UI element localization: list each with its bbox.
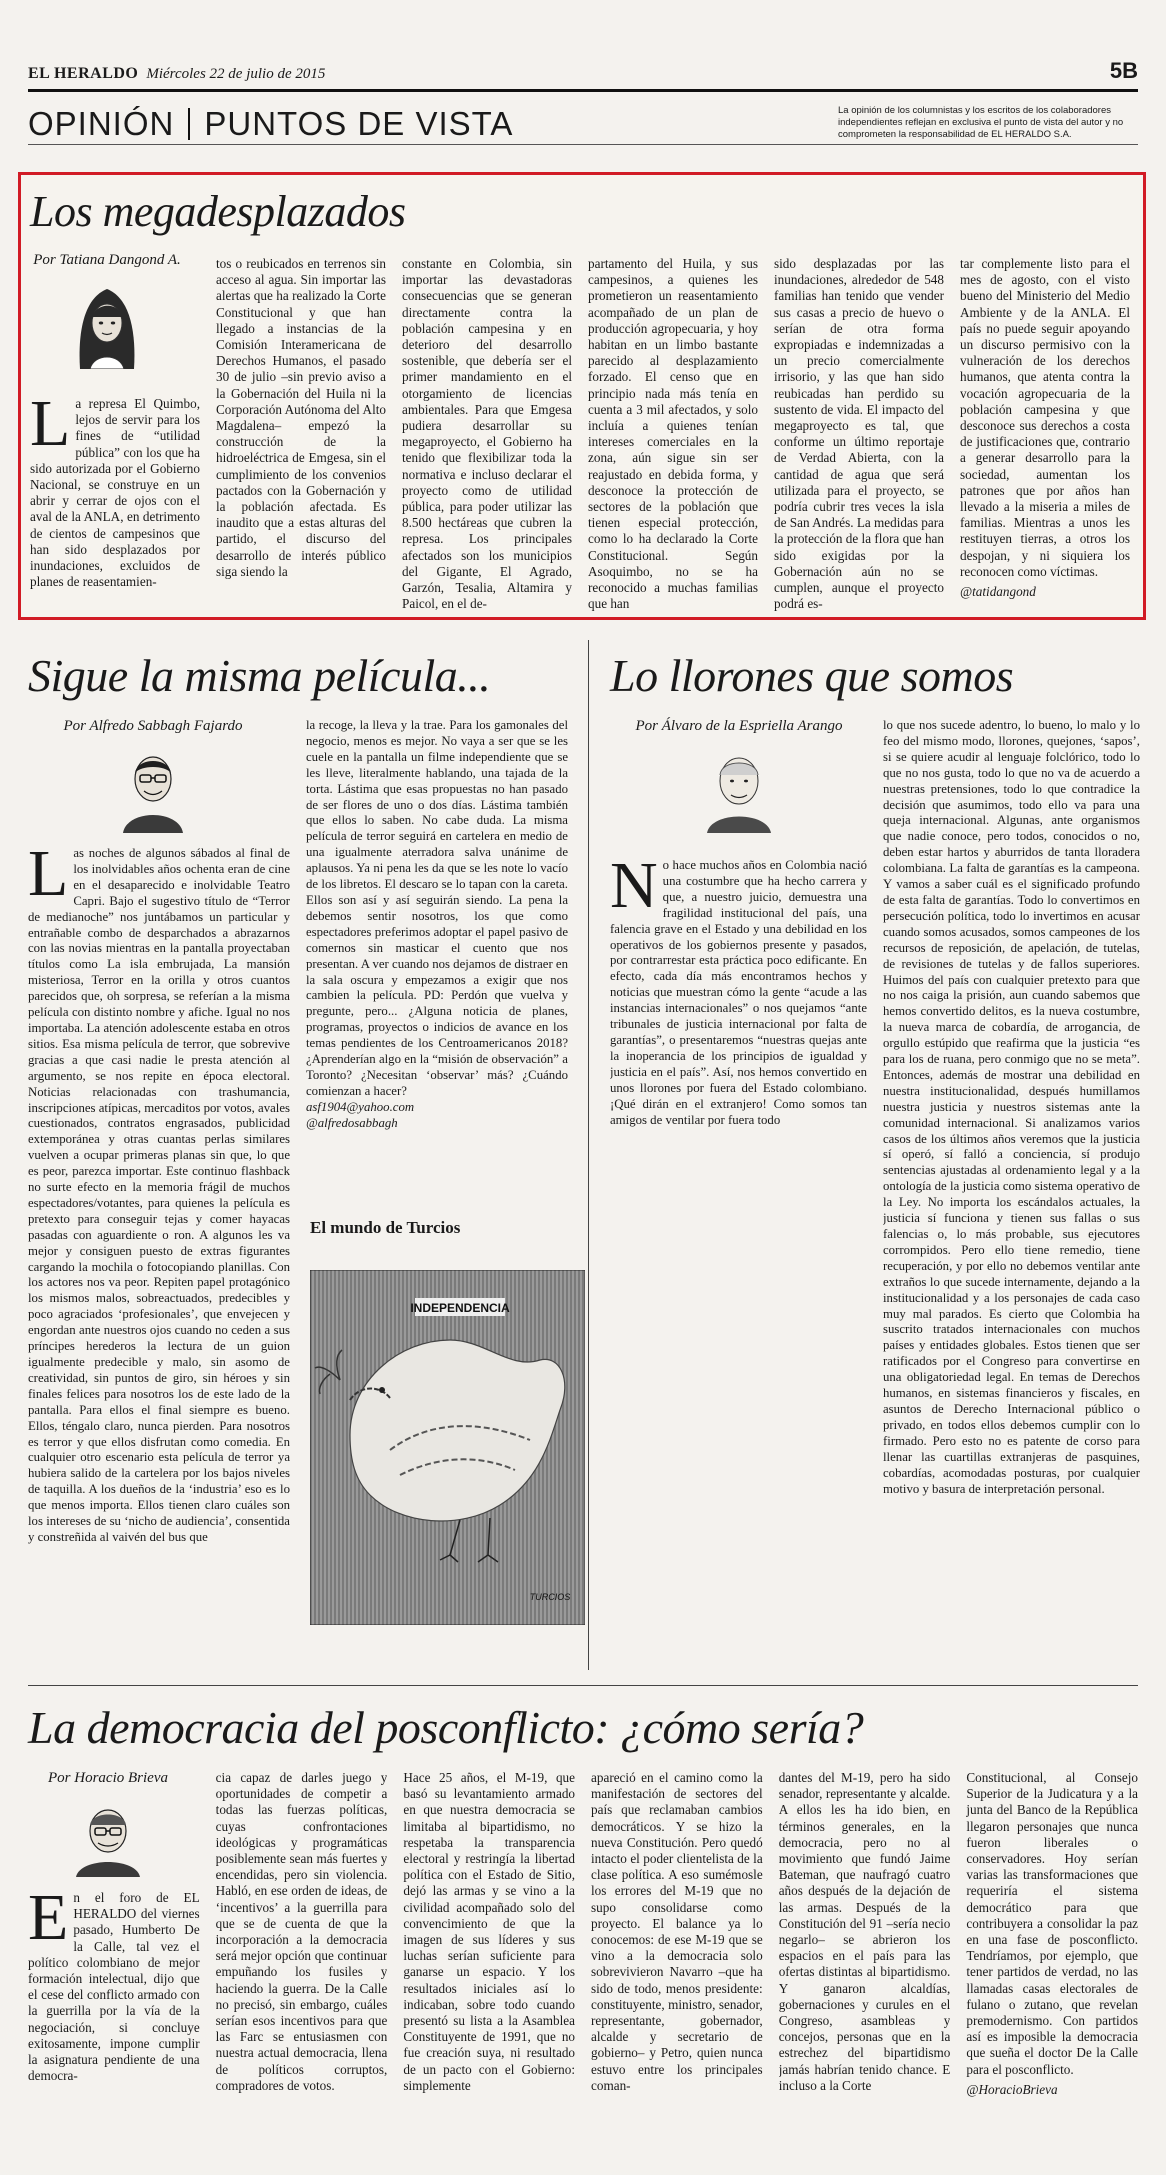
column-text: partamento del Huila, y sus campesinos, a quienes les prometieron un reasentamiento acompañado de un plan de producción agropecuaria, y hoy habitan en un limbo bastante parecido al desplazamiento forzado. El censo que en principio nada más tenía en cuenta a 3 mil afectados, y solo incluía a quienes tenían intereses comerciales en la zona, aún sigue sin ser reajustado en debida forma, y desconoce la protección de sectores de la población que tienen especial protección, como lo ha declarado la Corte Constitucional. Según Asoquimbo, no se ha reconocido a muchas familias que han — [588, 256, 758, 612]
column-1 — [28, 1770, 200, 2165]
column-2 — [306, 718, 568, 1228]
column-text: as noches de algunos sábados al final de los inolvidables años ochenta eran de cine en el desaparecido e inolvidable Teatro Capri. Bajo el sugestivo título de “Terror de medianoche” nos juntábamos un particular y entrañable combo de desparchados a abrazarnos con las novias mientras en la pantalla proyectaban títulos como La isla embrujada, La mansión misteriosa, Terror en la orilla y otros cuantos parecidos que, oh sorpresa, se referían a la misma película con distinto nombre y afiche. Igual no nos importaba. La atención adolescente estaba en otros sitios. Esa misma película de terror, que sobrevive gracias a que casi nadie le presta atención al argumento, se nos repite en época electoral. Noticias relacionadas con trashumancia, inscripciones atípicas, mercaditos por votos, avales cuestionados, contratos engrasados, publicidad extemporánea y otras cuantas perlas similares vuelven a ocupar primeras planas sin que, lo que es peor, parezca importar. Este continuo flashback no surte efecto en la memoria frágil de muchos espectadores/votantes, para quienes la película es pretexto para conseguir tejas y comer hayacas pasadas con aguardiente o ron. A algunos les va mejor y consiguen puesto de extras figurantes cargando la mochila o fotocopiando planillas. Con los actores nos va peor. Repiten papel protagónico los mismos malos, sobreactuados, predecibles y poco agraciados ‘profesionales’, que envejecen y engordan ante nuestros ojos cuando no ceden a sus príncipes herederos la lectura de un guion igualmente predecible y malo, sin asomo de creatividad, sin puntos de giro, sin héroes y sin finales felices para nosotros los de este lado de la pantalla. Para ellos el final siempre es bueno. Ellos, téngalo claro, nunca pierden. Para nosotros es terror y que ellos disfrutan como comedia. En cualquier otro escenario esta película de terror ya hubiera salido de la cartelera por los bajos niveles de taquilla. A los dueños de la ‘industria’ eso es lo que menos importa. Ellos tienen claro cuáles son los intereses de su ‘nicho de audiencia’, consentida y constreñida al vaivén del bus que — [28, 846, 290, 1544]
columns-democracia — [28, 1770, 1138, 2165]
column-3 — [402, 256, 572, 616]
column-divider — [588, 640, 589, 1670]
columns-llorones — [610, 718, 1140, 1668]
column-text: apareció en el camino como la manifestación de sectores del país que reclamaban cambios democráticos. Y se hizo la nueva Constitución. Pero quedó intacto el poder clientelista de la clase política. A eso sumémosle los errores del M-19 que no supo consolidarse como proyecto. El balance ya lo conocemos: de ese M-19 que se vino a la democracia solo sobrevivieron Navarro –que ha sido de todo, menos presidente: constituyente, ministro, senador, representante, gobernador, alcalde y secretario de gobierno– y Petro, quien nunca estuvo entre los principales coman- — [591, 1770, 763, 2093]
section-subtitle: PUNTOS DE VISTA — [204, 104, 514, 142]
author-signature: @tatidangond — [960, 584, 1036, 600]
headline-democracia: La democracia del posconflicto: ¿cómo sería? — [28, 1702, 864, 1753]
column-6 — [966, 1770, 1138, 2165]
column-5 — [774, 256, 944, 616]
masthead — [28, 58, 1138, 92]
cartoon-signature: TURCIOS — [529, 1592, 571, 1602]
dropcap: L — [28, 837, 69, 910]
column-text: tar complemente listo para el mes de agosto, con el visto bueno del Ministerio del Medio Ambiente y de la ANLA. El país no puede seguir apoyando un discurso permisivo con la vulneración de los derechos humanos, que atenta contra la vocación agropecuaria de la población campesina y que desconoce sus derechos a costa de justificaciones que, contrario a generar desarrollo para la sociedad, aumentan los patrones que por años han llevado a la miseria a miles de familias. Mientras a unos les restituyen tierras, a otros los despojan, y ni siquiera los reconocen como víctimas. — [960, 256, 1130, 579]
column-text: dantes del M-19, pero ha sido senador, representante y alcalde. A ellos les ha ido bien, en términos generales, en la democracia, pero no al movimiento que fundó Jaime Bateman, que naufragó cuatro años después de la dejación de las armas. Después de la Constitución del 91 –sería necio negarlo– se abrieron los espacios en el país para las ofertas distintas al bipartidismo. Y ganaron alcaldías, gobernaciones y curules en el Congreso, asambleas y concejos, personas que en la estrechez del bipartidismo jamás habrían tenido chance. E incluso a la Corte — [778, 1770, 951, 2093]
headline-llorones: Lo llorones que somos — [610, 650, 1014, 701]
column-6 — [960, 256, 1130, 616]
section-divider — [28, 1685, 1138, 1686]
author-signature: @alfredosabbagh — [306, 1115, 398, 1130]
column-text: cia capaz de darles juego y oportunidades de competir a todas las fuerzas políticas, cuyas confrontaciones ideológicas y programáticas posiblemente sean más fuertes y encendidas, pero sin violencia. Habló, en ese orden de ideas, de ‘incentivos’ a la guerrilla para que se de cuenta de que la incorporación a la democracia será mejor opción que continuar empuñando los fusiles y haciendo la guerra. De la Calle no precisó, sin embargo, cuáles serían esos incentivos para que las Farc se entusiasmen con nuestra actual democracia, llena de políticos corruptos, compradores de votos. — [215, 1770, 388, 2093]
author-signature: @HoracioBrieva — [966, 2081, 1058, 2097]
column-2 — [216, 1770, 388, 2165]
article-pelicula — [28, 650, 568, 702]
column-text: a represa El Quimbo, lejos de servir para los fines de “utilidad pública” con los que ha sido autorizada por el Gobierno Nacional, se construye en un abrir y cerrar de ojos con el aval de la ANLA, en detrimento de cientos de campesinos que han sido desplazados por inundaciones, excluidos de planes de reasentamien- — [30, 396, 200, 590]
newspaper-brand: EL HERALDO — [28, 65, 139, 82]
masthead-left — [28, 65, 325, 83]
dropcap: E — [28, 1881, 69, 1954]
column-text: tos o reubicados en terrenos sin acceso al agua. Sin importar las alertas que ha realizado la Corte Constitucional y que han llegado a instancias de la Comisión Interamericana de Derechos Humanos, el pasado 30 de julio –sin previo aviso a la Gobernación del Huila ni la Corporación Autónoma del Alto Magdalena– empezó la construcción de la hidroeléctrica de Emgesa, sin el cumplimiento de los convenios pactados con la Gobernación y la población afectada. Es inaudito que a estas alturas del partido, el discurso del desarrollo de interés público siga siendo la — [216, 256, 386, 579]
article-llorones — [610, 650, 1140, 702]
section-header — [28, 103, 1138, 145]
column-text: o hace muchos años en Colombia nació una costumbre que ha hecho carrera y que, a nuestro juicio, demuestra una fragilidad institucional del país, una falencia grave en el Estado y una debilidad en los operativos de los gobiernos presente y pasados, por contrarrestar esta práctica poco edificante. En efecto, cada día más encontramos hechos y noticias que muestran cómo la gente “acude a las instancias internacionales” o nos quejamos “ante tribunales de justicia internacional por falta de garantías”, o presentaremos “nuestras quejas ante la inoperancia de los principios de igualdad y justicia en el país”. Así, nos hemos convertido en unos llorones por fuera del Estado colombiano. ¡Qué dirán en el extranjero! Como somos tan amigos de ventilar por fuera todo — [610, 858, 867, 1127]
column-1 — [30, 256, 200, 616]
headline-pelicula: Sigue la misma película... — [28, 650, 491, 701]
byline-llorones: Por Álvaro de la Espriella Arango — [635, 718, 843, 734]
cartoon-title: El mundo de Turcios — [310, 1218, 461, 1237]
column-text: Hace 25 años, el M-19, que basó su levantamiento armado en que nuestra democracia se limitaba al bipartidismo, no respetaba la transparencia electoral y restringía la libertad política con el Estado de Sitio, dejó las armas y se vino a la civilidad acompañado solo del convencimiento de que la imagen de sus líderes y sus luchas serían suficiente para ganarse un espacio. Y los resultados iniciales así lo indicaban, sobre todo cuando presentó su lista a la Asamblea Constituyente de 1991, que no fue creación suya, ni resultado de un pacto con el Gobierno: simplemente — [403, 1770, 576, 2093]
column-2 — [883, 718, 1140, 1668]
column-text: sido desplazadas por las inundaciones, alrededor de 548 familias han tenido que vender sus casas a precio de huevo o serían de otra forma expropiadas e indemnizadas a un precio comercialmente irrisorio, y las que han sido reubicadas han perdido su sustento de vida. El impacto del megaproyecto es tal, que conforme un último reportaje de Verdad Abierta, con la cantidad de agua que será utilizada para el proyecto, se podría cubrir tres veces la isla de San Andrés. La medidas para la protección de la flora que han sido exigidas por la Gobernación aún no se cumplen, aunque el proyecto podrá es- — [774, 256, 944, 612]
editorial-disclaimer: La opinión de los columnistas y los escritos de los colaboradores independientes reflejan en exclusiva el punto de vista del autor y no comprometen la responsabilidad de EL HERALDO S.A. — [838, 105, 1124, 140]
column-text: constante en Colombia, sin importar las devastadoras consecuencias que se generan directamente contra la población campesina y en deterioro del desarrollo sostenible, que debería ser el primer mandamiento en el otorgamiento de licencias ambientales. Para que Emgesa pudiera desarrollar su megaproyecto, el Gobierno ha tenido que flexibilizar toda la normativa e incluso declarar el proyecto como de utilidad pública, para poder utilizar las 8.500 hectáreas que cubren la represa. Los principales afectados son los municipios del Gigante, El Agrado, Garzón, Tesalia, Altamira y Paicol, en el de- — [402, 256, 572, 612]
column-text: n el foro de EL HERALDO del viernes pasado, Humberto De la Calle, tal vez el político colombiano de mejor formación intelectual, dijo que el cese del conflicto armado con la guerrilla por la vía de la negociación, si concluye exitosamente, impone cumplir la asignatura pendiente de una democra- — [28, 1890, 200, 2084]
columns-megadesplazados — [30, 256, 1130, 616]
dropcap: L — [30, 387, 71, 460]
publication-date: Miércoles 22 de julio de 2015 — [146, 66, 326, 82]
author-email: asf1904@yahoo.com — [306, 1099, 415, 1114]
column-4 — [588, 256, 758, 616]
dropcap: N — [610, 849, 658, 922]
column-text: Constitucional, al Consejo Superior de la Judicatura y a la junta del Banco de la República llegaron personajes que nunca fueron liberales o conservadores. Hoy serían varias las transformaciones que requeriría el sistema democrático para que contribuyera a consolidar la paz en una fase de posconflicto. Tendríamos, por ejemplo, que tener partidos de verdad, no las llamadas casas electorales de fulano o zutano, que revelan premodernismo. Con partidos así es imposible la democracia que sueña el doctor De la Calle para el posconflicto. — [966, 1770, 1139, 2077]
section-title: OPINIÓN — [28, 108, 190, 140]
article-democracia — [28, 1702, 1138, 1754]
column-3 — [403, 1770, 575, 2165]
column-5 — [779, 1770, 951, 2165]
byline-pelicula: Por Alfredo Sabbagh Fajardo — [63, 718, 243, 734]
column-text: lo que nos sucede adentro, lo bueno, lo malo y lo feo del mismo modo, llorones, quejones, ‘sapos’, si se quiere acudir al lenguaje folclórico, todo lo que no nos gusta, todo lo que no va de acuerdo a nuestras pretensiones, todo lo que contradice la decisión que asumimos, todo ello va para una queja internacional. Algunas, ante organismos que nadie conoce, pero todos, conocidos o no, deben estar hartos y aburridos de tanta lloradera colombiana. La falta de garantías es la campeona. Y vamos a saber cuál es el significado profundo de esta falta de garantías. Todo lo convertimos en persecución política, todo lo invertimos en acusar cuando somos acusados, somos campeones de los recursos de reposición, de apelación, de tutelas, de revisiones de tutelas y de fallos superiores. Huimos del país con cualquier pretexto para que no nos caiga la prisión, aun cuando sabemos que hemos convertido delitos, es la nueva costumbre, la nueva marca de cobardía, de arrogancia, de orgullo estúpido que reafirma que la justicia “es para los de ruana, pero conmigo que no se meta”. Entonces, además de mostrar una debilidad en nuestra institucionalidad, después humillamos nuestra justicia y nuestros sistemas ante la comunidad internacional. Si analizamos varios casos de los últimos años veremos que la justicia sí operó, sí falló a conciencia, sí produjo sentencias ajustadas al ordenamiento legal y a la ontología de la justicia como sistema operativo de la Ley. No importa los escándalos actuales, la justicia sí funciona y tienen sus fallas o sus falencias o, lo más probable, sus ejecutores corrompidos. Pero ello tiene remedio, tiene recuperación, y por ello no debemos ventilar ante extraños lo que sucede internamente, dejando a la institucionalidad y a los personajes de cada caso muy mal parados. Es cierto que Colombia ha suscrito tratados internacionales con muchos países y entidades globales. Estos tienen que ser ratificados por el Congreso para convertirse en una obligatoriedad legal. En temas de Derechos humanos, en sistemas financieros y fiscales, en asuntos de Derecho Internacional público o privado, en todos ellos debemos cumplir con lo firmado. Pero esto no es patente de corso para llenar las cuartillas extranjeras de pasquines, cobardías, acomodadas posturas, por cualquier motivo y basura de interpretación personal. — [883, 718, 1140, 1496]
headline-megadesplazados: Los megadesplazados — [30, 187, 406, 236]
cartoon-banner: INDEPENDENCIA — [410, 1301, 510, 1315]
column-1 — [28, 718, 290, 1618]
column-text: la recoge, la lleva y la trae. Para los gamonales del negocio, menos es mejor. No vaya a ser que se les cuele en la pantalla un filme independiente que se les lleve, literalmente hablando, una tajada de la torta. Lástima que esas propuestas no han pasado de ser flores de uno o dos días. Lástima también que ellos lo saben. No cabe duda. La misma película de terror seguirá en cartelera en medio de una igualmente aterradora salva unánime de aplausos. Ya ni pena les da que se les note lo vacío de los libretos. El descaro se lo tapan con la careta. Ellos son así y así seguirán siendo. La pena la debemos sentir nosotros, los que como espectadores preferimos adoptar el papel pasivo de comernos sin masticar el cuento que nos presentan. A ver cuando nos dejamos de distraer en la sala oscura y empezamos a exigir que nos cambien la película. PD: Perdón que vuelva y pregunte, pero... ¿Alguna noticia de planes, programas, proyectos o indicios de avance en los temas pendientes de los Centroamericanos 2018? ¿Aprenderían algo en la “misión de observación” a Toronto? ¿Necesitan ‘observar’ más? ¿Cuándo comienzan a hacer? — [306, 718, 568, 1098]
column-4 — [591, 1770, 763, 2165]
byline-megadesplazados: Por Tatiana Dangond A. — [33, 252, 181, 268]
page-number: 5B — [1109, 58, 1138, 83]
column-1 — [610, 718, 867, 1238]
column-2 — [216, 256, 386, 616]
cartoon-independencia — [310, 1270, 585, 1625]
byline-democracia: Por Horacio Brieva — [48, 1770, 168, 1786]
